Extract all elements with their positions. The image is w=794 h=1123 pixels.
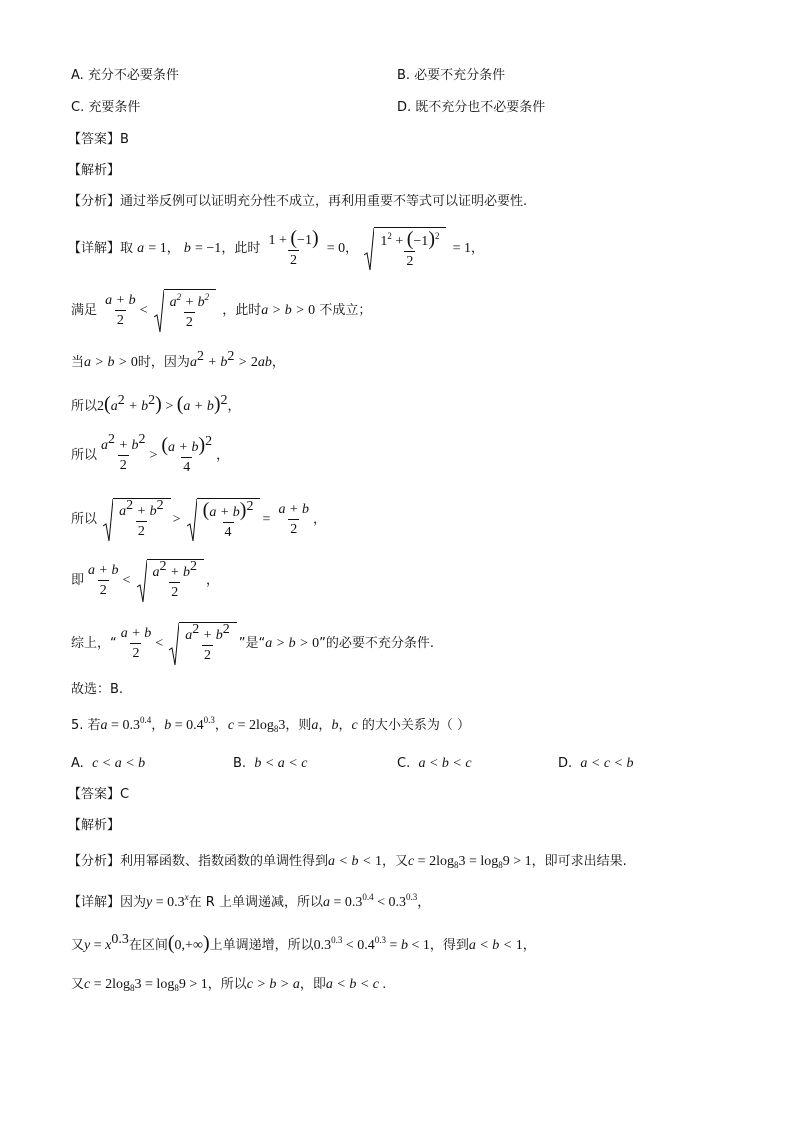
xiangjie-tag: 【详解】 (68, 241, 121, 256)
text: ， (345, 241, 359, 256)
text: ，所以 (207, 977, 247, 992)
q4-suoyi-3: 所以 $\frac{a^2 + b^2}{2}$ > $\frac{(a + b)^2}{4}$ = $\frac{a + b}{2}$ ， (71, 497, 326, 540)
q5-final: 又$c = 2\log_83 = \log_89 > 1$，所以c > b > a，即a < b < c . (71, 977, 386, 993)
math: a (137, 241, 145, 256)
text: 即 (71, 573, 85, 588)
text: 当 (71, 355, 85, 370)
text: ， (205, 573, 219, 588)
text: 又 (71, 938, 85, 953)
q4-guxuan: 故选：B. (71, 682, 124, 697)
text: 的大小关系为（ ） (361, 718, 470, 733)
q4-option-c: C. 充要条件 (71, 100, 141, 115)
text: ， (471, 241, 485, 256)
math: b (183, 241, 191, 256)
text: ， (312, 512, 326, 527)
q4-dang-line: 当a > b > 0时，因为$a^2 + b^2 > 2ab$， (71, 349, 285, 370)
q5-analysis-tag: 【解析】 (68, 818, 121, 833)
fraction: $\frac{1 + (-1)}{2}$ (268, 226, 319, 268)
q4-zongshang: 综上，“ $\frac{a + b}{2}$ < $\frac{a^2 + b^2}{2}$ ”是“a > b > 0”的必要不充分条件. (71, 621, 434, 667)
text: 所以 (71, 512, 98, 527)
text: ，即 (299, 977, 326, 992)
text: 满足 (71, 303, 98, 318)
text: ”是“ (238, 636, 266, 651)
q4-manzu-line: 满足 $\frac{a + b}{2}$ < $\frac{a^2 + b^2}{2}$ ，此时a > b > 0 不成立； (71, 288, 371, 334)
text: 所以 (71, 448, 98, 463)
text: 上单调递增，所以 (209, 938, 314, 953)
text: 综上， (71, 636, 111, 651)
q4-xiangjie-line: 【详解】取 a = 1， b = −1，此时 $\frac{1 + (-1)}{2}$ = 0， $\frac{1^2 + (-1)^2}{2}$ = 1， (68, 226, 485, 269)
text: ， (271, 355, 285, 370)
fenxi-tag: 【分析】 (68, 854, 121, 869)
text: 在 R 上单调递减，所以 (188, 895, 323, 910)
text: ， (227, 399, 241, 414)
q5-answer (68, 785, 129, 805)
text: 利用幂函数、指数函数的单调性得到 (120, 854, 329, 869)
answer-tag: 【答案】 (68, 132, 121, 147)
q4-option-d: D. 既不充分也不必要条件 (397, 100, 546, 115)
text: 因为 (120, 895, 147, 910)
text: 所以 (71, 399, 98, 414)
q4-ji: 即 $\frac{a + b}{2}$ < $\frac{a^2 + b^2}{2}$ ， (71, 558, 219, 604)
q5-stem: 5. 若$a = 0.3^{0.4}$，$b = 0.4^{0.3}$，$c = 2\log_83$，则a，b，c 的大小关系为（ ） (71, 715, 470, 734)
q4-fenxi (68, 192, 527, 212)
q4-suoyi-2: 所以 $\frac{a^2 + b^2}{2}$ > $\frac{(a + b)^2}{4}$ ， (71, 432, 230, 475)
q5-fenxi: 【分析】利用幂函数、指数函数的单调性得到a < b < 1，又$c = 2\log_83 = \log_89 > 1$，即可求出结果. (68, 854, 627, 870)
text: ，又 (381, 854, 408, 869)
text: 取 (120, 241, 134, 256)
q5-you-line: 又$y = x^{0.3}$在区间(0,+∞)上单调递增，所以$0.3^{0.3} < 0.4^{0.3} = b < 1$，得到a < b < 1， (71, 932, 536, 954)
text: 时，因为 (137, 355, 190, 370)
q5-xiangjie: 【详解】因为$y = 0.3^x$在 R 上单调递减，所以$a = 0.3^{0.4} < 0.3^{0.3}$， (68, 892, 431, 910)
q4-suoyi-1: 所以$2(a^2 + b^2) > (a + b)^2$， (71, 393, 241, 415)
q4-option-a: A. 充分不必要条件 (71, 68, 179, 83)
answer-tag: 【答案】 (68, 787, 121, 802)
q4-answer (68, 130, 129, 150)
text: ，得到 (429, 938, 469, 953)
text: 不成立； (319, 303, 372, 318)
sqrt: $\frac{1^2 + (-1)^2}{2}$ (364, 227, 446, 271)
answer-value: C (120, 787, 130, 802)
text: ，即可求出结果. (531, 854, 627, 869)
text: 在区间 (128, 938, 168, 953)
text: 又 (71, 977, 85, 992)
text: ， (166, 241, 180, 256)
text: ，则 (285, 718, 312, 733)
text: ”的必要不充分条件. (319, 636, 434, 651)
q4-option-b: B. 必要不充分条件 (397, 68, 506, 83)
text: ，此时 (222, 303, 262, 318)
q4-analysis-tag: 【解析】 (68, 163, 121, 178)
text: ， (216, 448, 230, 463)
answer-value: B (120, 132, 129, 147)
text: 5. 若 (71, 718, 101, 733)
fenxi-text: 通过举反例可以证明充分性不成立，再利用重要不等式可以证明必要性. (120, 194, 528, 209)
text: ，此时 (221, 241, 261, 256)
fenxi-tag: 【分析】 (68, 194, 121, 209)
xiangjie-tag: 【详解】 (68, 895, 121, 910)
